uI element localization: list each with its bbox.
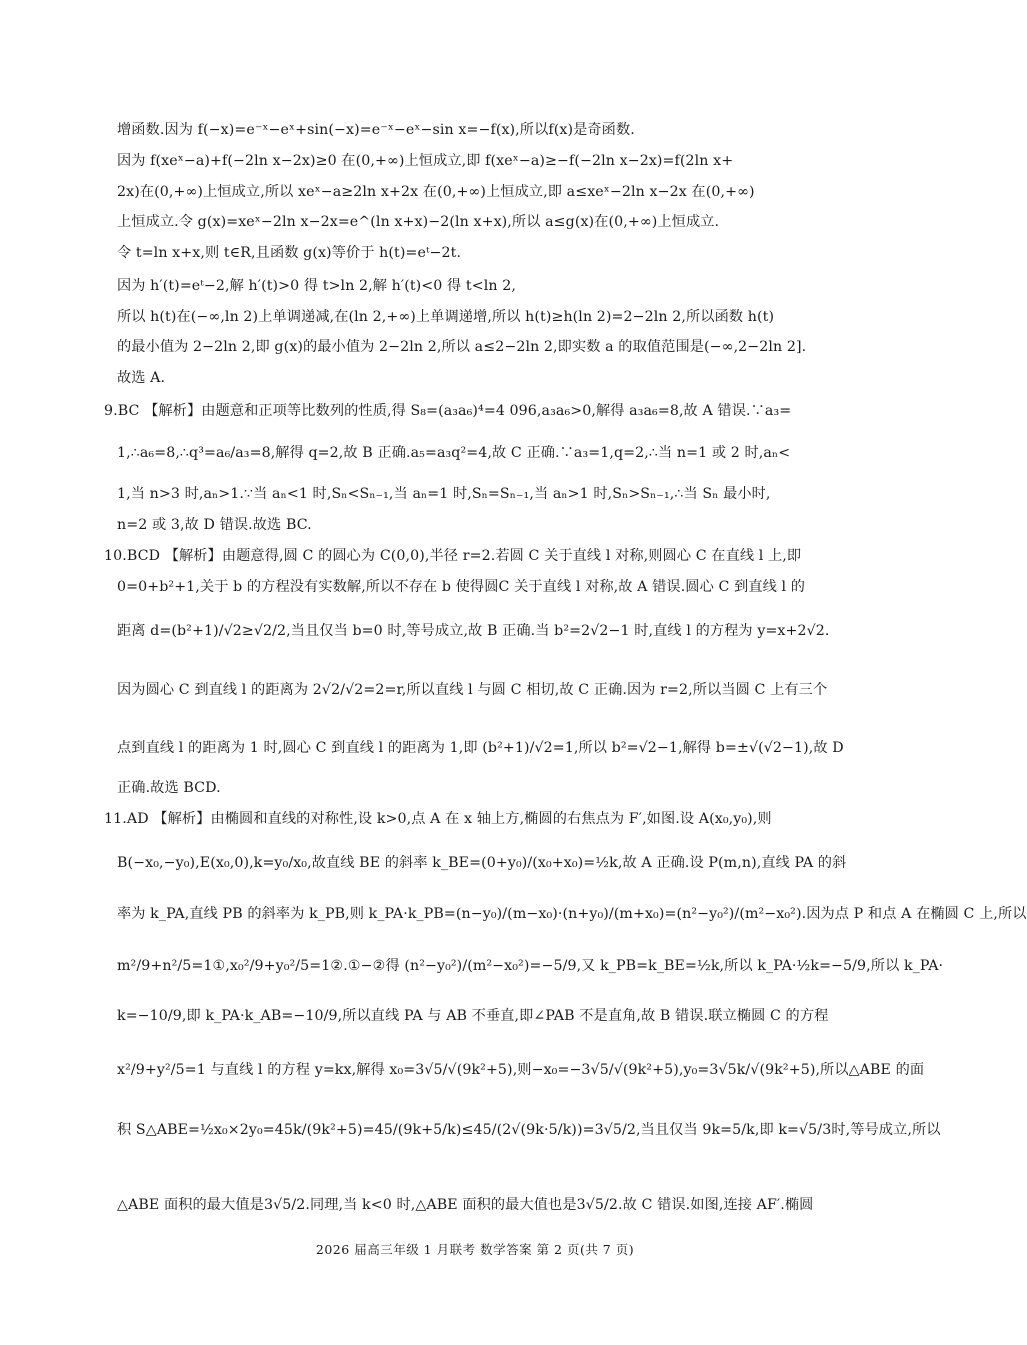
text-line: 的最小值为 2−2ln 2,即 g(x)的最小值为 2−2ln 2,所以 a≤2−2ln 2,即实数 a 的取值范围是(−∞,2−2ln 2]. <box>117 339 807 355</box>
text-line: 因为 h′(t)=eᵗ−2,解 h′(t)>0 得 t>ln 2,解 h′(t)<0 得 t<ln 2, <box>117 278 516 294</box>
text-line: 1,∴a₆=8,∴q³=a₆/a₃=8,解得 q=2,故 B 正确.a₅=a₃q²=4,故 C 正确.∵a₃=1,q=2,∴当 n=1 或 2 时,aₙ< <box>117 445 791 461</box>
text-line: 率为 k_PA,直线 PB 的斜率为 k_PB,则 k_PA·k_PB=(n−y₀)/(m−x₀)·(n+y₀)/(m+x₀)=(n²−y₀²)/(m²−x₀²).因为点 P 和点 A 在椭圆 C 上,所以 <box>117 906 1027 922</box>
page-footer: 2026 届高三年级 1 月联考 数学答案 第 2 页(共 7 页) <box>315 1242 635 1257</box>
text-line: 因为圆心 C 到直线 l 的距离为 2√2/√2=2=r,所以直线 l 与圆 C 相切,故 C 正确.因为 r=2,所以当圆 C 上有三个 <box>117 682 828 698</box>
text-line: 故选 A. <box>117 370 166 386</box>
question-9-line: 9.BC 【解析】由题意和正项等比数列的性质,得 S₈=(a₃a₆)⁴=4 096,a₃a₆>0,解得 a₃a₆=8,故 A 错误.∵a₃= <box>104 403 792 419</box>
text-line: 令 t=ln x+x,则 t∈R,且函数 g(x)等价于 h(t)=eᵗ−2t. <box>117 245 462 261</box>
question-10-line: 10.BCD 【解析】由题意得,圆 C 的圆心为 C(0,0),半径 r=2.若圆 C 关于直线 l 对称,则圆心 C 在直线 l 上,即 <box>104 548 802 564</box>
question-11-line: 11.AD 【解析】由椭圆和直线的对称性,设 k>0,点 A 在 x 轴上方,椭圆的右焦点为 F′,如图.设 A(x₀,y₀),则 <box>104 811 772 827</box>
text-line: n=2 或 3,故 D 错误.故选 BC. <box>117 517 312 533</box>
text-line: 1,当 n>3 时,aₙ>1.∵当 aₙ<1 时,Sₙ<Sₙ₋₁,当 aₙ=1 时,Sₙ=Sₙ₋₁,当 aₙ>1 时,Sₙ>Sₙ₋₁,∴当 Sₙ 最小时, <box>117 486 771 502</box>
text-line: 距离 d=(b²+1)/√2≥√2/2,当且仅当 b=0 时,等号成立,故 B 正确.当 b²=2√2−1 时,直线 l 的方程为 y=x+2√2. <box>117 623 830 639</box>
text-line: k=−10/9,即 k_PA·k_AB=−10/9,所以直线 PA 与 AB 不垂直,即∠PAB 不是直角,故 B 错误.联立椭圆 C 的方程 <box>117 1008 829 1024</box>
text-line: 积 S△ABE=½x₀×2y₀=45k/(9k²+5)=45/(9k+5/k)≤45/(2√(9k·5/k))=3√5/2,当且仅当 9k=5/k,即 k=√5/3时,等号成立,所以 <box>117 1122 941 1138</box>
text-line: 增函数.因为 f(−x)=e⁻ˣ−eˣ+sin(−x)=e⁻ˣ−eˣ−sin x=−f(x),所以f(x)是奇函数. <box>117 122 635 138</box>
text-line: 0=0+b²+1,关于 b 的方程没有实数解,所以不存在 b 使得圆C 关于直线 l 对称,故 A 错误.圆心 C 到直线 l 的 <box>117 579 806 595</box>
text-line: 点到直线 l 的距离为 1 时,圆心 C 到直线 l 的距离为 1,即 (b²+1)/√2=1,所以 b²=√2−1,解得 b=±√(√2−1),故 D <box>117 740 844 756</box>
text-line: 因为 f(xeˣ−a)+f(−2ln x−2x)≥0 在(0,+∞)上恒成立,即 f(xeˣ−a)≥−f(−2ln x−2x)=f(2ln x+ <box>117 153 734 169</box>
text-line: 2x)在(0,+∞)上恒成立,所以 xeˣ−a≥2ln x+2x 在(0,+∞)上恒成立,即 a≤xeˣ−2ln x−2x 在(0,+∞) <box>117 184 755 200</box>
text-line: 所以 h(t)在(−∞,ln 2)上单调递减,在(ln 2,+∞)上单调递增,所以 h(t)≥h(ln 2)=2−2ln 2,所以函数 h(t) <box>117 309 775 325</box>
text-line: x²/9+y²/5=1 与直线 l 的方程 y=kx,解得 x₀=3√5/√(9k²+5),则−x₀=−3√5/√(9k²+5),y₀=3√5k/√(9k²+5),所以△ABE 的面 <box>117 1062 925 1078</box>
text-line: m²/9+n²/5=1①,x₀²/9+y₀²/5=1②.①−②得 (n²−y₀²)/(m²−x₀²)=−5/9,又 k_PB=k_BE=½k,所以 k_PA·½k=−5/9,所以 k_PA· <box>117 958 944 974</box>
text-line: △ABE 面积的最大值是3√5/2.同理,当 k<0 时,△ABE 面积的最大值也是3√5/2.故 C 错误.如图,连接 AF′.椭圆 <box>117 1197 814 1213</box>
text-line: 正确.故选 BCD. <box>117 780 221 796</box>
text-line: B(−x₀,−y₀),E(x₀,0),k=y₀/x₀,故直线 BE 的斜率 k_BE=(0+y₀)/(x₀+x₀)=½k,故 A 正确.设 P(m,n),直线 PA 的斜 <box>117 855 847 871</box>
text-line: 上恒成立.令 g(x)=xeˣ−2ln x−2x=e^(ln x+x)−2(ln x+x),所以 a≤g(x)在(0,+∞)上恒成立. <box>117 214 720 230</box>
